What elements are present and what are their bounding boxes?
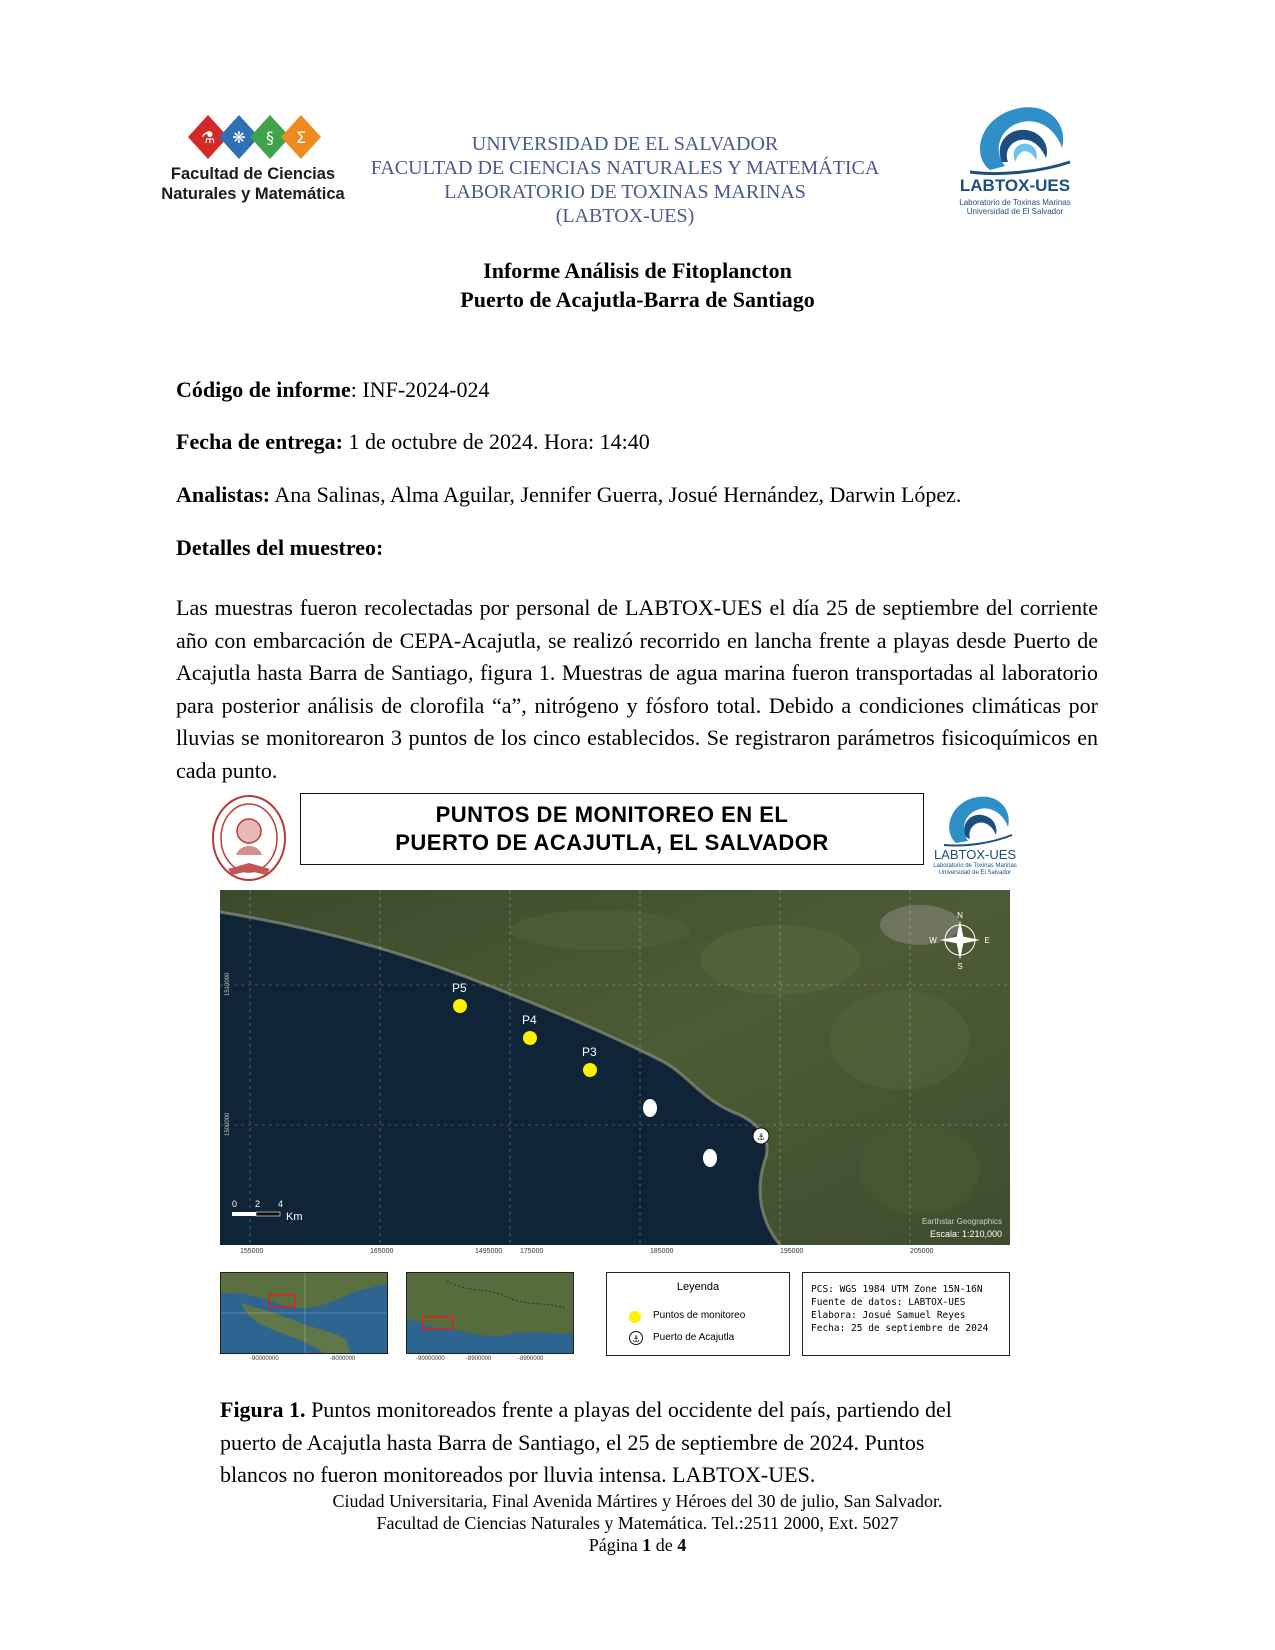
compass-letter: N [957, 911, 963, 920]
map-info-box [802, 1272, 1010, 1356]
scale-bar-unit: Km [286, 1211, 303, 1223]
map-x-tick: 175000 [520, 1248, 544, 1255]
map-x-tick: 195000 [780, 1248, 804, 1255]
info-line: Fuente de datos: LABTOX-UES [811, 1297, 966, 1308]
compass-letter: W [929, 936, 937, 945]
report-title [0, 256, 1275, 314]
legend-point-icon [629, 1311, 641, 1323]
figure-logo-subtitle-line: Universidad de El Salvador [938, 870, 1012, 876]
map-x-ticks [220, 1248, 1010, 1260]
page-number-prefix: Página [588, 1535, 643, 1555]
institution-line: UNIVERSIDAD DE EL SALVADOR [471, 133, 779, 155]
sampling-paragraph: Las muestras fueron recolectadas por personal de LABTOX-UES el día 25 de septiembre del corriente año con embarcación de CEPA-Acajutla, se realizó recorrido en lancha frente a playas desde Puerto de Acajutla hasta Barra de Santiago, figura 1. Muestras de agua marina fueron transportadas al laboratorio para posterior análisis de clorofila “a”, nitrógeno y fósforo total. Debido a condiciones climáticas por lluvias se monitorearon 3 puntos de los cinco establecidos. Se registraron parámetros fisicoquímicos en cada punto. [176, 595, 1098, 783]
university-seal-icon [210, 793, 288, 883]
labtox-logo-subtitle [950, 198, 1080, 216]
unmonitored-point [643, 1099, 657, 1117]
page-footer [0, 1490, 1275, 1556]
institution-line: LABORATORIO DE TOXINAS MARINAS [444, 181, 806, 203]
map-title-box [300, 793, 924, 865]
delivery-date-label: Fecha de entrega: [176, 429, 343, 454]
map-title-line: PUERTO DE ACAJUTLA, EL SALVADOR [395, 830, 829, 855]
institution-line: FACULTAD DE CIENCIAS NATURALES Y MATEMÁTICA [370, 157, 880, 179]
footer-contact: Facultad de Ciencias Naturales y Matemática. Tel.:2511 2000, Ext. 5027 [376, 1513, 899, 1533]
delivery-date-value: 1 de octubre de 2024. Hora: 14:40 [343, 429, 650, 454]
monitoring-point-p4 [523, 1031, 537, 1045]
map-y-tick: 1500000 [225, 1112, 231, 1136]
inset2-ticks [406, 1356, 574, 1366]
labtox-logo [950, 100, 1080, 225]
report-title-line: Puerto de Acajutla-Barra de Santiago [460, 287, 815, 312]
map-scale: Escala: 1:210,000 [929, 1229, 1002, 1239]
map-y-tick: 1510000 [225, 972, 231, 996]
caption-line: Puntos monitoreados frente a playas del occidente del país, partiendo del [305, 1397, 952, 1422]
analysts [176, 481, 961, 509]
inset-tick: -8000000 [330, 1356, 356, 1362]
inset1-ticks [220, 1356, 388, 1366]
page-number [0, 1534, 1275, 1556]
compass-letter: S [957, 962, 963, 971]
scale-bar-tick: 4 [278, 1199, 284, 1209]
monitoring-point-p5 [453, 999, 467, 1013]
scale-bar [232, 1199, 303, 1223]
faculty-logo-line: Facultad de Ciencias [170, 165, 336, 183]
map-attribution: Earthstar Geographics [921, 1217, 1002, 1226]
point-label-p5: P5 [452, 981, 467, 995]
info-line: PCS: WGS 1984 UTM Zone 15N-16N [811, 1284, 983, 1295]
report-code-label: Código de informe [176, 377, 351, 402]
legend-item-port: Puerto de Acajutla [653, 1332, 735, 1343]
monitoring-map [220, 890, 1010, 1245]
legend-title: Leyenda [676, 1281, 720, 1293]
figure-logo-subtitle-line: Laboratorio de Toxinas Marinas [933, 863, 1017, 869]
compass-letter: E [984, 936, 990, 945]
svg-text:⚗: ⚗ [200, 128, 216, 147]
figure-logo-subtitle [932, 863, 1018, 877]
compass-icon [929, 911, 989, 971]
figure-labtox-logo [932, 793, 1018, 883]
caption-label: Figura 1. [220, 1397, 306, 1422]
legend-port-icon: ⚓ [629, 1331, 643, 1345]
institution-header [360, 132, 890, 228]
map-x-tick: 205000 [910, 1248, 934, 1255]
inset-tick: -90000000 [416, 1356, 445, 1362]
port-icon [753, 1128, 769, 1144]
delivery-date [176, 428, 650, 456]
report-title-line: Informe Análisis de Fitoplancton [483, 258, 792, 283]
map-legend [606, 1272, 790, 1356]
faculty-logo-line: Naturales y Matemática [161, 185, 345, 203]
report-code-value: : INF-2024-024 [350, 377, 490, 402]
map-x-tick: 1495000 [475, 1248, 503, 1255]
analysts-value: Ana Salinas, Alma Aguilar, Jennifer Guerra, Josué Hernández, Darwin López. [270, 482, 962, 507]
labtox-logo-subtitle-line: Laboratorio de Toxinas Marinas [959, 198, 1071, 207]
analysts-label: Analistas: [176, 482, 271, 507]
monitoring-point-p3 [583, 1063, 597, 1077]
scale-bar-tick: 2 [255, 1199, 261, 1209]
caption-line: blancos no fueron monitoreados por lluvia intensa. LABTOX-UES. [220, 1462, 816, 1487]
map-x-tick: 155000 [240, 1248, 264, 1255]
faculty-diamonds-icon [186, 112, 326, 162]
unmonitored-point [703, 1149, 717, 1167]
map-x-tick: 165000 [370, 1248, 394, 1255]
inset-tick: -8900000 [466, 1356, 492, 1362]
page-number-total: 4 [677, 1535, 687, 1555]
faculty-logo [148, 112, 358, 207]
report-code [176, 376, 489, 404]
figure-caption [220, 1394, 1040, 1492]
labtox-logo-title: LABTOX-UES [959, 176, 1071, 195]
wave-icon [950, 100, 1080, 178]
point-label-p4: P4 [522, 1013, 537, 1027]
institution-line: (LABTOX-UES) [555, 205, 695, 227]
footer-address: Ciudad Universitaria, Final Avenida Mártires y Héroes del 30 de julio, San Salvador. [332, 1491, 943, 1511]
svg-text:§: § [266, 128, 274, 147]
caption-line: puerto de Acajutla hasta Barra de Santiago, el 25 de septiembre de 2024. Puntos [220, 1429, 925, 1455]
inset-tick: -8900000 [518, 1356, 544, 1362]
point-label-p3: P3 [582, 1045, 597, 1059]
sampling-heading-text: Detalles del muestreo: [176, 535, 384, 560]
wave-icon [932, 793, 1018, 847]
info-line: Elabora: Josué Samuel Reyes [811, 1310, 966, 1321]
info-line: Fecha: 25 de septiembre de 2024 [811, 1323, 989, 1334]
svg-text:⚓: ⚓ [756, 1133, 766, 1143]
page-number-sep: de [651, 1535, 678, 1555]
svg-text:Σ: Σ [295, 128, 307, 147]
figure-logo-title: LABTOX-UES [933, 847, 1017, 862]
faculty-logo-text [148, 164, 358, 204]
labtox-logo-subtitle-line: Universidad de El Salvador [966, 207, 1064, 216]
inset-map-central-america [220, 1272, 388, 1354]
map-x-tick: 185000 [650, 1248, 674, 1255]
inset-map-el-salvador [406, 1272, 574, 1354]
sampling-heading [176, 534, 383, 562]
legend-item-points: Puntos de monitoreo [653, 1310, 746, 1321]
svg-text:❋: ❋ [232, 128, 246, 147]
map-title-line: PUNTOS DE MONITOREO EN EL [435, 802, 789, 827]
scale-bar-tick: 0 [232, 1199, 238, 1209]
page-number-current: 1 [642, 1535, 652, 1555]
inset-tick: -90000000 [250, 1356, 279, 1362]
